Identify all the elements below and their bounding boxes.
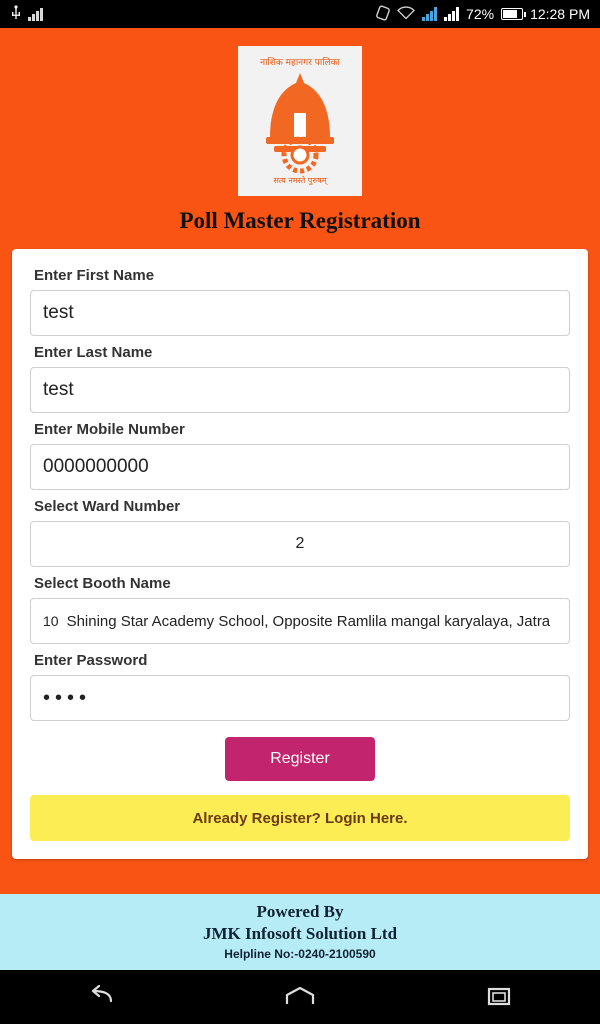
signal-icon-2 xyxy=(444,7,459,21)
booth-name-label: Select Booth Name xyxy=(34,575,171,592)
ward-number-label: Select Ward Number xyxy=(34,498,181,515)
page-title: Poll Master Registration xyxy=(179,208,421,233)
back-icon[interactable] xyxy=(65,977,135,1017)
register-button-container xyxy=(30,737,570,781)
svg-text:सत्य नमस्ते पुरुषम्: सत्य नमस्ते पुरुषम् xyxy=(273,176,327,185)
footer-powered-by: Powered By xyxy=(256,902,344,921)
footer xyxy=(0,894,600,970)
recent-apps-icon[interactable] xyxy=(465,977,535,1017)
booth-name-select[interactable] xyxy=(30,598,570,644)
logo-container xyxy=(0,28,600,196)
android-navigation-bar xyxy=(0,970,600,1024)
status-bar-left xyxy=(10,5,43,24)
password-input[interactable]: •••• xyxy=(30,675,570,721)
registration-form-card xyxy=(12,249,588,859)
main-content xyxy=(0,28,600,894)
first-name-label: Enter First Name xyxy=(34,267,155,284)
clock: 12:28 PM xyxy=(530,6,590,22)
mobile-number-input[interactable]: 0000000000 xyxy=(30,444,570,490)
battery-percent: 72% xyxy=(466,6,495,22)
login-here-banner[interactable]: Already Register? Login Here. xyxy=(30,795,570,841)
battery-icon xyxy=(501,8,523,20)
last-name-input[interactable]: test xyxy=(30,367,570,413)
status-bar xyxy=(0,0,600,28)
mobile-number-label: Enter Mobile Number xyxy=(34,421,185,438)
wifi-icon xyxy=(397,6,415,23)
signal-icon xyxy=(422,7,437,21)
sim-icon xyxy=(28,8,43,21)
municipal-corporation-logo-icon xyxy=(238,46,362,196)
register-button[interactable]: Register xyxy=(225,737,375,781)
booth-name-value: Shining Star Academy School, Opposite Ramlila mangal karyalaya, Jatra xyxy=(66,612,551,630)
svg-text:नाशिक महानगर पालिका: नाशिक महानगर पालिका xyxy=(260,58,340,68)
password-label: Enter Password xyxy=(34,652,148,669)
footer-helpline: Helpline No:-0240-2100590 xyxy=(224,947,376,961)
booth-number: 10 xyxy=(43,613,59,629)
rotate-lock-icon xyxy=(376,5,390,24)
first-name-input[interactable]: test xyxy=(30,290,570,336)
home-icon[interactable] xyxy=(265,977,335,1017)
footer-company: JMK Infosoft Solution Ltd xyxy=(202,924,398,943)
status-bar-right xyxy=(376,5,590,24)
last-name-label: Enter Last Name xyxy=(34,344,153,361)
usb-icon xyxy=(10,5,22,24)
ward-number-select[interactable]: 2 xyxy=(30,521,570,567)
